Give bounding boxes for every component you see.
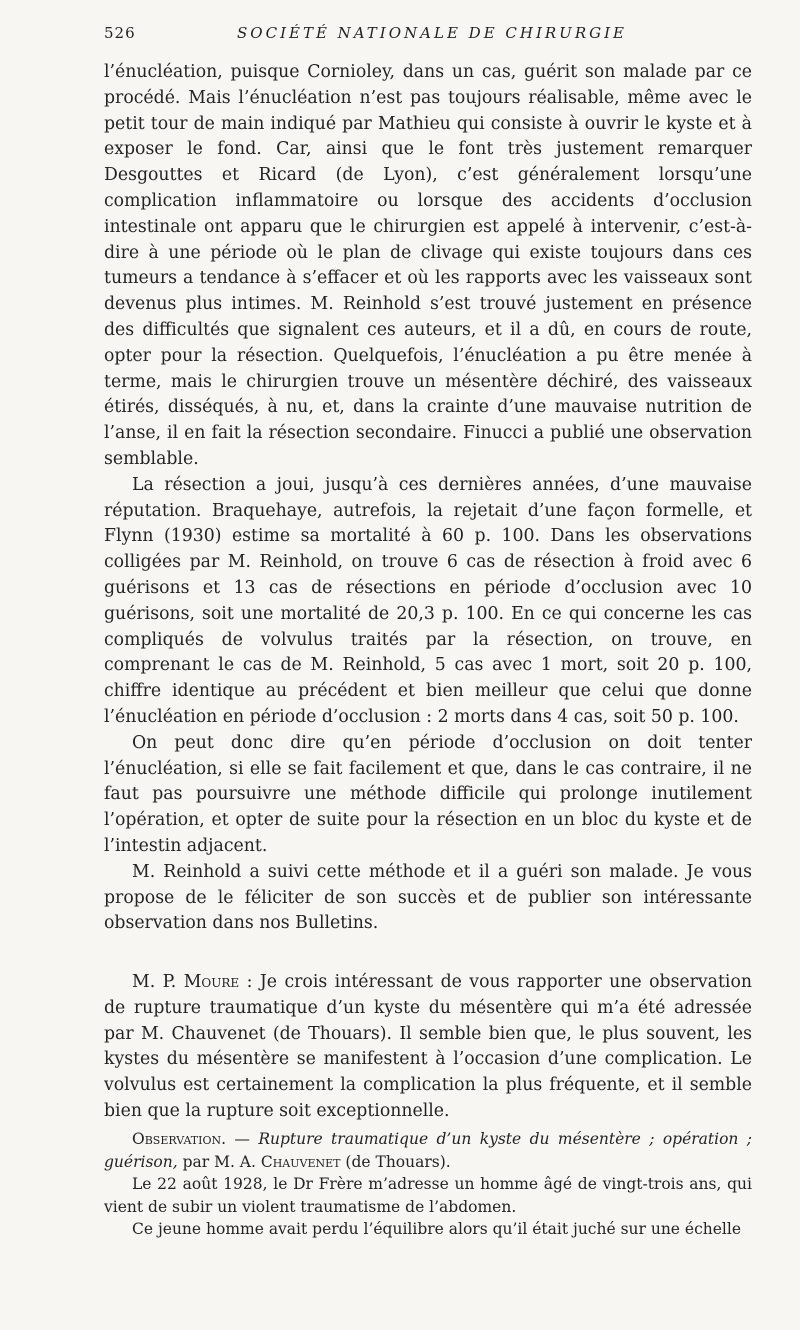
paragraph-4: M. Reinhold a suivi cette méthode et il a guéri son malade. Je vous propose de le féliciter de son succès et de publier son intéressante observation dans nos Bulletins.	[104, 861, 752, 934]
observation-place: (de Thouars).	[340, 1152, 451, 1171]
paragraph-2: La résection a joui, jusqu’à ces dernières années, d’une mauvaise réputation. Braquehaye, autrefois, la rejetait d’une façon formelle, et Flynn (1930) estime sa mortalité à 60 p. 100. Dans les observations colligées par M. Reinhold, on trouve 6 cas de résection à froid avec 6 guérisons et 13 cas de résections en période d’occlusion avec 10 guérisons, soit une mortalité de 20,3 p. 100. En ce qui concerne les cas compliqués de volvulus traités par la résection, on trouve, en comprenant le cas de M. Reinhold, 5 cas avec 1 mort, soit 20 p. 100, chiffre identique au précédent et bien meilleur que celui que donne l’énucléation en période d’occlusion : 2 morts dans 4 cas, soit 50 p. 100.	[104, 474, 752, 727]
observation-paragraph-2: Ce jeune homme avait perdu l’équilibre alors qu’il était juché sur une échelle	[132, 1220, 742, 1238]
page-number: 526	[104, 24, 136, 42]
paragraph-1: l’énucléation, puisque Cornioley, dans un cas, guérit son malade par ce procédé. Mais l’énucléation n’est pas toujours réalisable, même avec le petit tour de main indiqué par Mathieu qui consiste à ouvrir le kyste et à exposer le fond. Car, ainsi que le font très justement remarquer Desgouttes et Ricard (de Lyon), c’est généralement lorsqu’une complication inflammatoire ou lorsque des accidents d’occlusion intestinale ont apparu que le chirurgien est appelé à intervenir, c’est-à-dire à une période où le plan de clivage qui existe toujours dans ces tumeurs a tendance à s’effacer et où les rapports avec les vaisseaux sont devenus plus intimes. M. Reinhold s’est trouvé justement en présence des difficultés que signalent ces auteurs, et il a dû, en cours de route, opter pour la résection. Quelquefois, l’énucléation a pu être menée à terme, mais le chirurgien trouve un mésentère déchiré, des vaisseaux étirés, disséqués, à nu, et, dans la crainte d’une mauvaise nutrition de l’anse, il en fait la résection secondaire. Finucci a publié une observation semblable.	[104, 62, 752, 469]
moure-paragraph	[104, 970, 752, 1125]
main-text	[104, 60, 752, 1125]
moure-speaker: M. P. Moure	[132, 972, 240, 993]
section-gap	[104, 937, 752, 970]
observation-paragraph-1: Le 22 août 1928, le Dr Frère m’adresse un homme âgé de vingt-trois ans, qui vient de subir un violent traumatisme de l’abdomen.	[104, 1175, 752, 1216]
running-header	[104, 24, 760, 46]
journal-title: SOCIÉTÉ NATIONALE DE CHIRURGIE	[237, 24, 627, 42]
moure-text: : Je crois intéressant de vous rapporter une observation de rupture traumatique d’un kyste du mésentère qui m’a été adressée par M. Chauvenet (de Thouars). Il semble bien que, le plus souvent, les kystes du mésentère se manifestent à l’occasion d’une complication. Le volvulus est certainement la complication la plus fréquente, et il semble bien que la rupture soit exceptionnelle.	[104, 972, 752, 1122]
observation-by: par M. A.	[177, 1152, 261, 1171]
observation-author: Chauvenet	[260, 1152, 341, 1171]
paragraph-3: On peut donc dire qu’en période d’occlusion on doit tenter l’énucléation, si elle se fait facilement et que, dans le cas contraire, il ne faut pas poursuivre une méthode difficile qui prolonge inutilement l’opération, et opter de suite pour la résection en un bloc du kyste et de l’intestin adjacent.	[104, 732, 752, 856]
observation-dash: —	[226, 1130, 259, 1148]
observation-block	[104, 1128, 752, 1241]
observation-label: Observation.	[132, 1130, 227, 1148]
observation-title: Rupture traumatique d’un kyste du mésentère ; opération ; guérison,	[104, 1130, 752, 1171]
observation-heading	[104, 1128, 752, 1173]
